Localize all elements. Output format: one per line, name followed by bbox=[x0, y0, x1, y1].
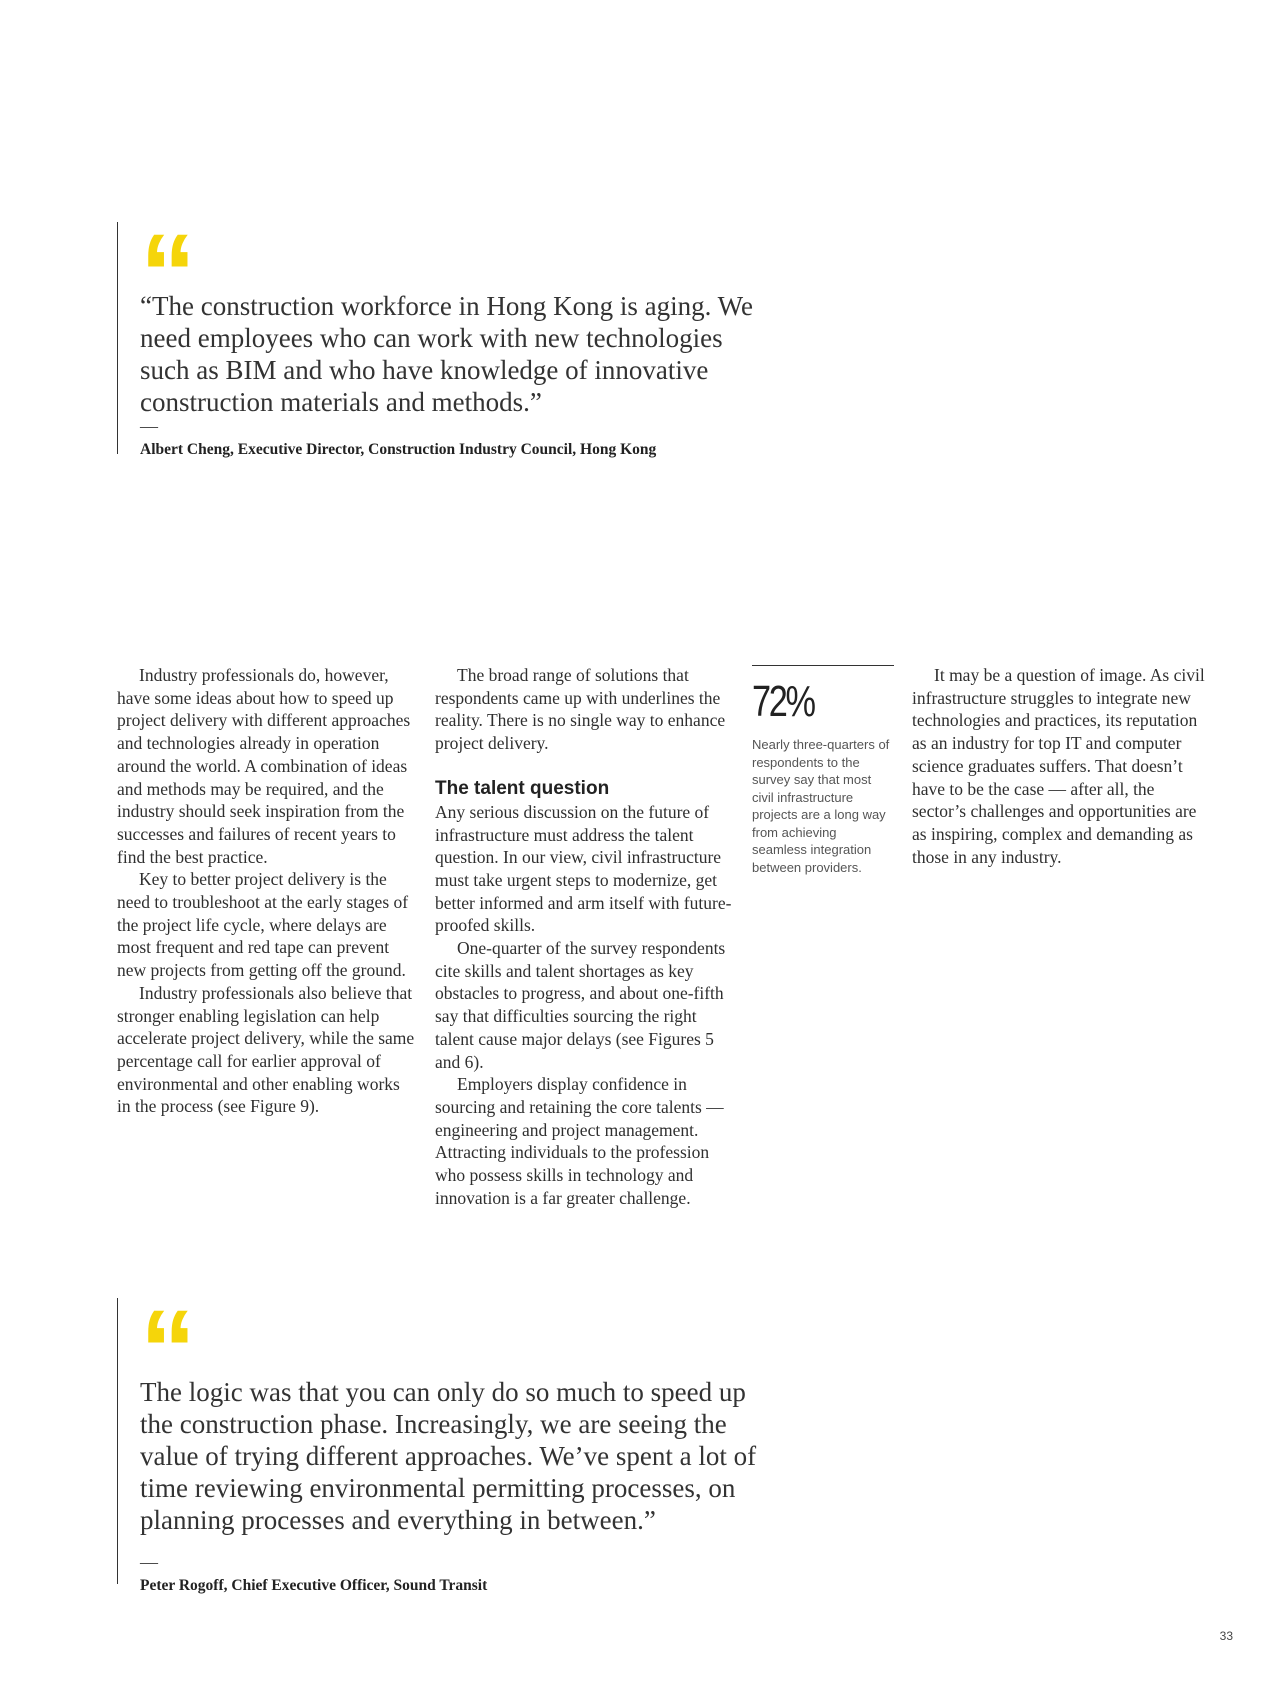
page-number: 33 bbox=[1219, 1629, 1233, 1643]
paragraph: Key to better project delivery is the need to troubleshoot at the early stages of the project life cycle, where delays are most frequent and red tape can prevent new projects from getting off the ground. bbox=[117, 869, 409, 981]
stat-callout bbox=[752, 665, 894, 876]
paragraph: Employers display confidence in sourcing and retaining the core talents — engineering and project management. Attracting individuals to the profession who possess skills in technology and innovation is a far greater challenge. bbox=[435, 1074, 724, 1208]
stat-value: 72% bbox=[752, 677, 814, 726]
quote-dash: — bbox=[140, 416, 158, 436]
quote-dash: — bbox=[140, 1552, 158, 1572]
paragraph: Industry professionals do, however, have some ideas about how to speed up project delivery with different approaches and technologies already in operation around the world. A combination of ideas and methods may be required, and the industry should seek inspiration from the successes and failures of recent years to find the best practice. bbox=[117, 665, 411, 867]
quote-mark-icon: “ bbox=[140, 211, 190, 336]
body-column-1 bbox=[117, 664, 417, 1118]
paragraph: It may be a question of image. As civil infrastructure struggles to integrate new technologies and practices, its reputation as an industry for top IT and computer science graduates suffers. That doesn’t have to be the case — after all, the sector’s challenges and opportunities are as inspiring, complex and demanding as those in any industry. bbox=[912, 665, 1205, 867]
pull-quote-top bbox=[117, 211, 760, 458]
paragraph: One-quarter of the survey respondents cite skills and talent shortages as key obstacles to progress, and about one-fifth say that difficulties sourcing the right talent cause major delays (see Figures 5 and 6). bbox=[435, 938, 726, 1072]
quote-text: The logic was that you can only do so much to speed up the construction phase. Increasingly, we are seeing the value of trying different approaches. We’ve spent a lot of time reviewing environmental permitting processes, on planning processes and everything in between.” bbox=[140, 1377, 757, 1535]
body-column-4 bbox=[912, 664, 1212, 868]
paragraph: The broad range of solutions that respondents came up with underlines the reality. There is no single way to enhance project delivery. bbox=[435, 665, 726, 754]
pull-quote-bottom bbox=[117, 1287, 760, 1594]
quote-attribution: Peter Rogoff, Chief Executive Officer, Sound Transit bbox=[140, 1577, 488, 1594]
quote-mark-icon: “ bbox=[140, 1287, 190, 1412]
quote-text: “The construction workforce in Hong Kong is aging. We need employees who can work with new technologies such as BIM and who have knowledge of innovative construction materials and methods.” bbox=[140, 291, 753, 417]
paragraph: Industry professionals also believe that stronger enabling legislation can help accelerate project delivery, while the same percentage call for earlier approval of environmental and other enabling works in the process (see Figure 9). bbox=[117, 982, 415, 1117]
section-heading: The talent question bbox=[435, 777, 610, 799]
body-column-2 bbox=[435, 664, 735, 1209]
stat-description: Nearly three-quarters of respondents to the survey say that most civil infrastructure projects are a long way from achieving seamless integration between providers. bbox=[752, 737, 890, 875]
quote-attribution: Albert Cheng, Executive Director, Construction Industry Council, Hong Kong bbox=[140, 441, 657, 458]
paragraph: Any serious discussion on the future of infrastructure must address the talent question. In our view, civil infrastructure must take urgent steps to modernize, get better informed and arm itself with future-proofed skills. bbox=[435, 801, 732, 936]
